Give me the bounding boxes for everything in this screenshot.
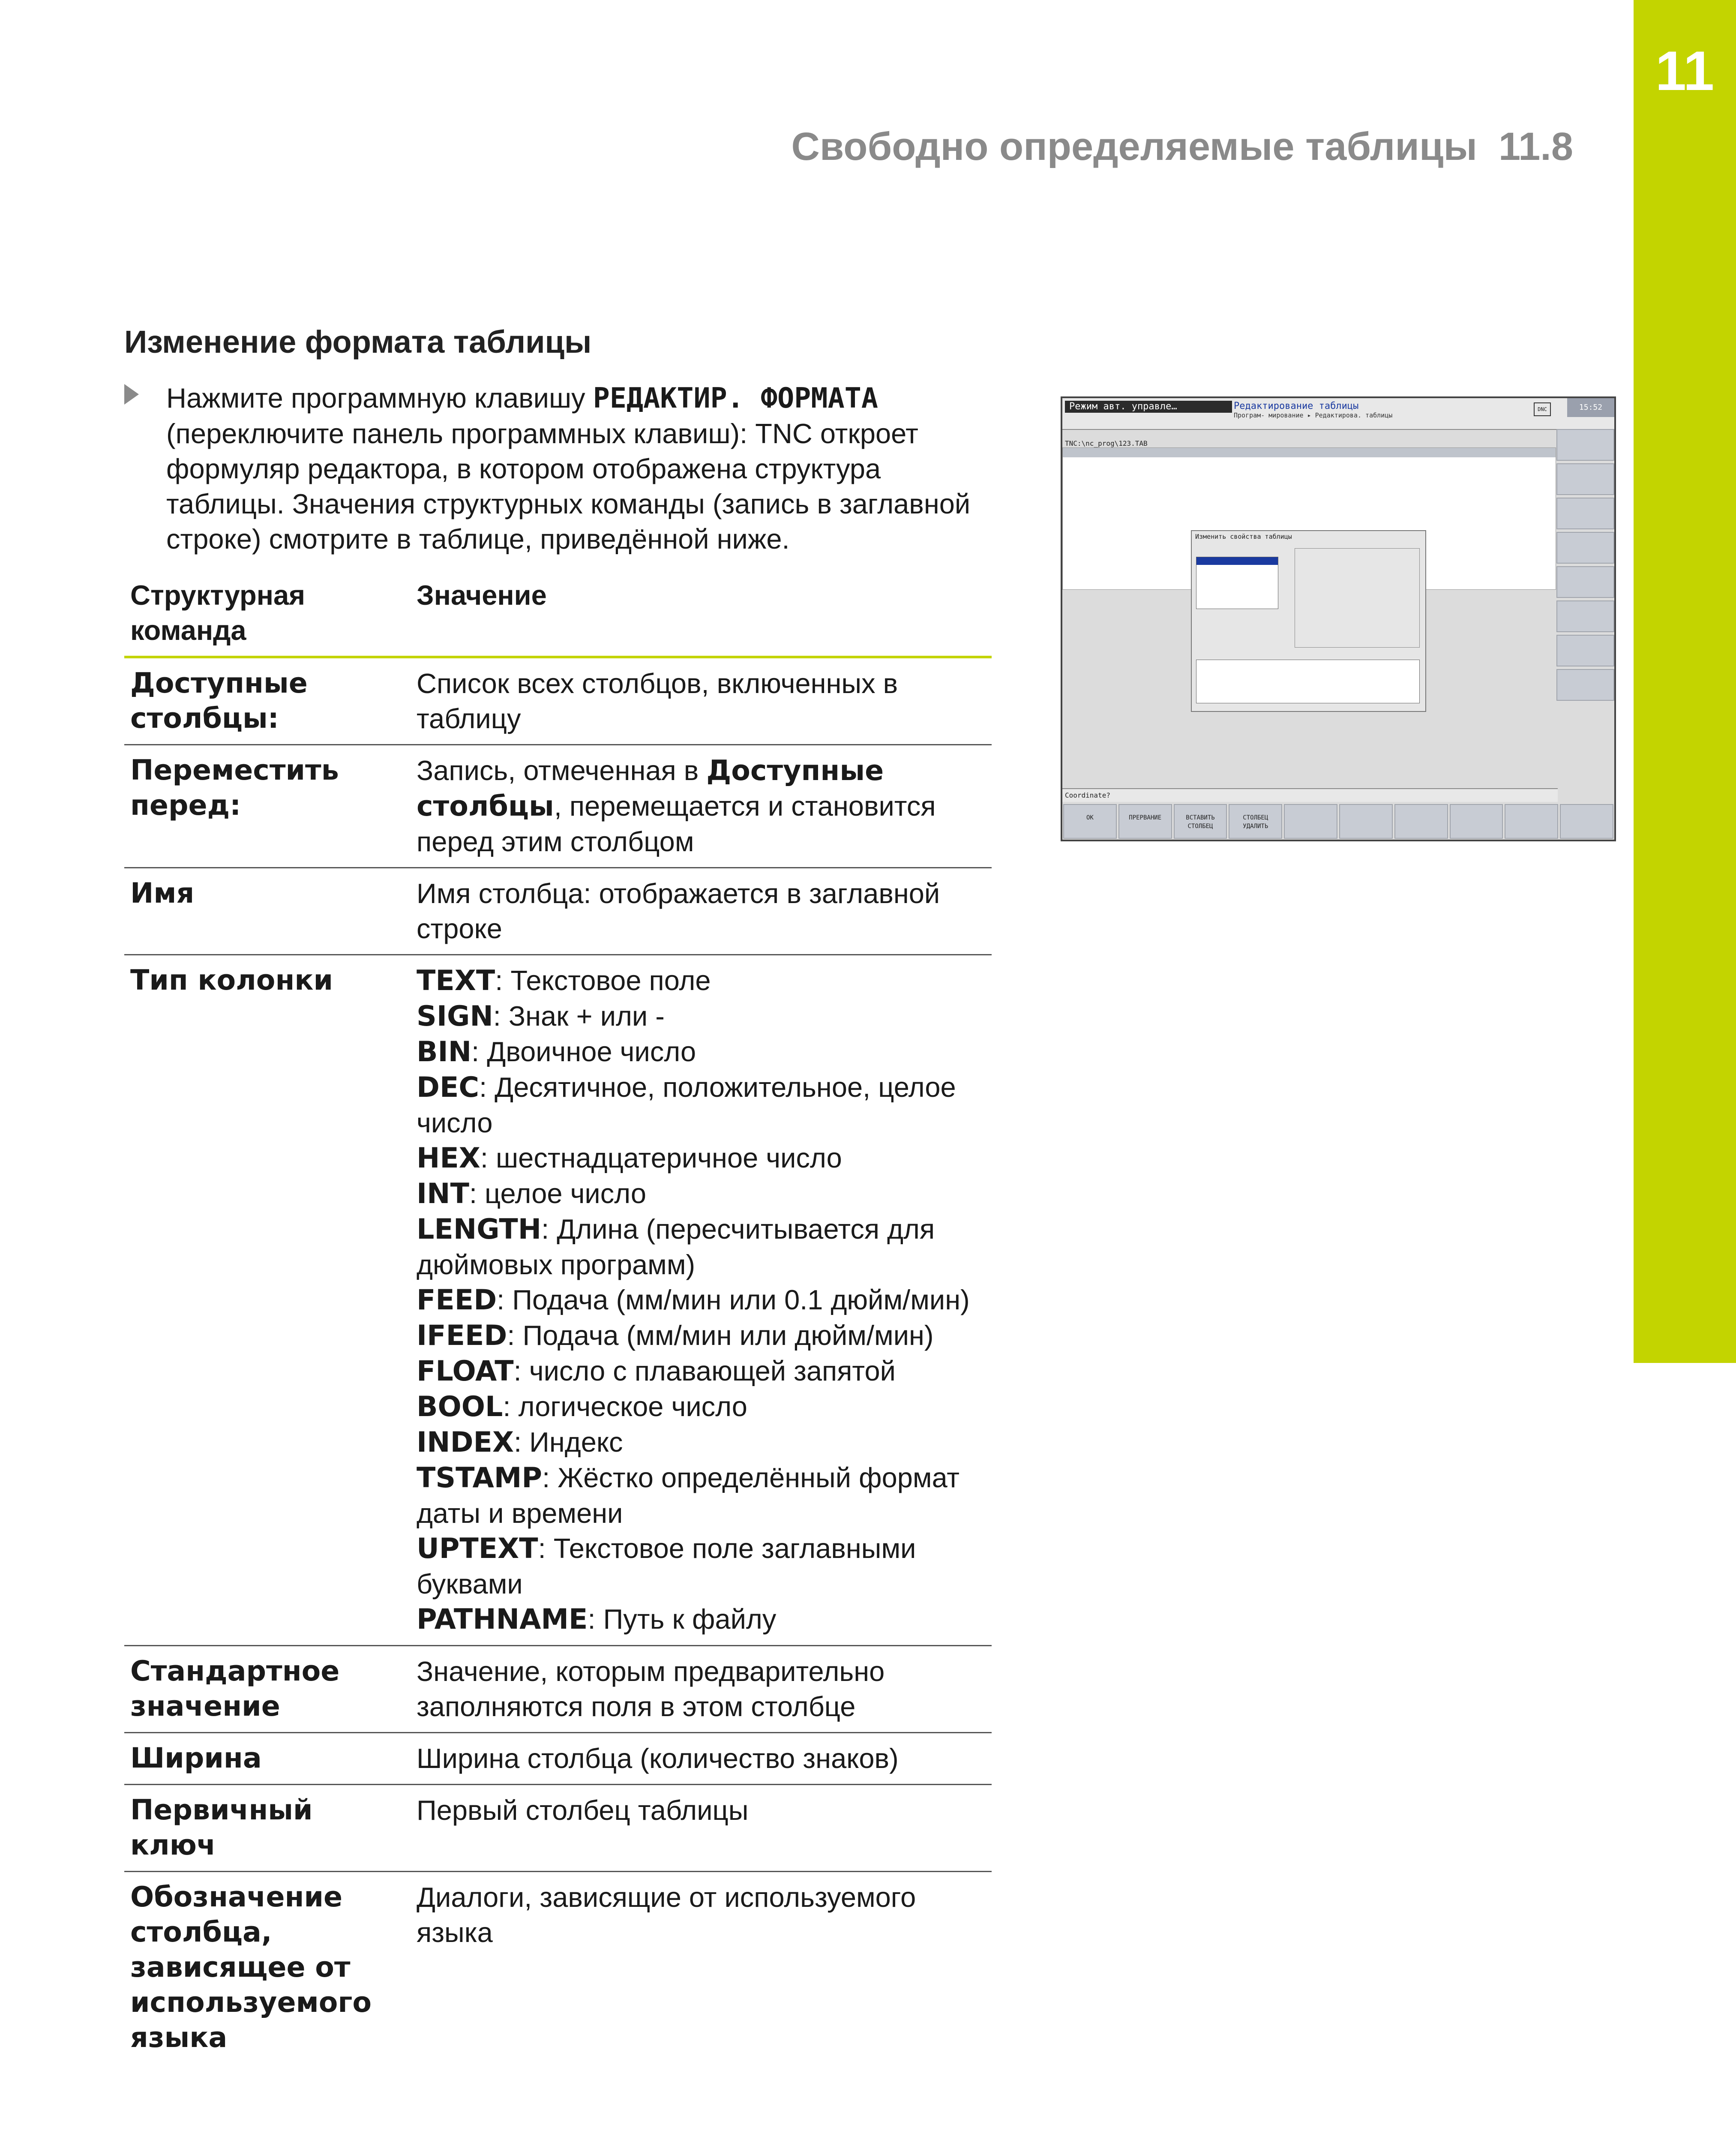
column-properties xyxy=(1295,548,1420,648)
chapter-number: 11 xyxy=(1655,39,1715,102)
type-entry: DEC: Десятичное, положительное, целое число xyxy=(417,1072,956,1138)
softkey-bar xyxy=(1062,803,1614,840)
softkey-empty[interactable] xyxy=(1450,804,1503,839)
row-desc: Имя столбца: отображается в заглавной строке xyxy=(411,868,992,955)
row-desc xyxy=(411,745,992,868)
machine-mode: Режим авт. управле… xyxy=(1065,401,1232,413)
softkey-name: РЕДАКТИР. ФОРМАТА xyxy=(593,382,878,414)
type-entry: TEXT: Текстовое поле xyxy=(417,965,711,997)
row-desc: Диалоги, зависящие от используемого языка xyxy=(417,1882,916,1948)
desc-bold: Доступные столбцы xyxy=(417,755,884,822)
type-entry: BOOL: логическое число xyxy=(417,1391,747,1423)
row-desc: Первый столбец таблицы xyxy=(411,1785,992,1872)
vertical-softkey[interactable] xyxy=(1556,429,1614,461)
desc-text: , перемещается и становится перед этим столбцом xyxy=(417,790,936,857)
language-names-list[interactable] xyxy=(1196,660,1420,703)
running-head-title: Свободно определяемые таблицы xyxy=(791,125,1478,168)
chapter-tab xyxy=(1634,0,1736,1363)
table-row xyxy=(124,657,992,745)
table-header: Значение xyxy=(411,570,992,657)
row-term: Ширина xyxy=(124,1733,411,1785)
row-desc: Значение, которым предварительно заполняются поля в этом столбце xyxy=(411,1646,992,1733)
running-head-section: 11.8 xyxy=(1499,125,1573,168)
type-entry: HEX: шестнадцатеричное число xyxy=(417,1142,842,1174)
softkey-ok[interactable]: OK xyxy=(1063,804,1117,839)
table-row xyxy=(124,1733,992,1785)
row-term: Стандартное значение xyxy=(124,1646,411,1733)
table-row xyxy=(124,868,992,955)
softkey-insert-column[interactable]: ВСТАВИТЬ СТОЛБЕЦ xyxy=(1174,804,1227,839)
instruction-step xyxy=(124,381,973,557)
table-row xyxy=(124,1646,992,1733)
row-desc: Список всех столбцов, включенных в таблицу xyxy=(411,657,992,745)
vertical-softkey[interactable] xyxy=(1556,669,1614,701)
type-entry: SIGN: Знак + или - xyxy=(417,1000,665,1032)
type-entry: INDEX: Индекс xyxy=(417,1426,623,1459)
softkey-cancel[interactable]: ПРЕРВАНИЕ xyxy=(1118,804,1172,839)
dialog-title: Изменить свойства таблицы xyxy=(1195,533,1292,540)
table-row xyxy=(124,1872,992,2064)
table-header: Структурная команда xyxy=(124,570,411,657)
structure-commands-table xyxy=(124,570,992,2063)
table-row xyxy=(124,955,992,1646)
softkey-empty[interactable] xyxy=(1339,804,1393,839)
vertical-softkey[interactable] xyxy=(1556,498,1614,529)
desc-text: Запись, отмеченная в xyxy=(417,755,707,786)
type-entry: INT: целое число xyxy=(417,1178,647,1210)
vertical-softkey[interactable] xyxy=(1556,566,1614,598)
dnc-icon: DNC xyxy=(1534,402,1551,416)
grid-header xyxy=(1063,448,1556,457)
row-desc: Ширина столбца (количество знаков) xyxy=(411,1733,992,1785)
row-term: Доступные столбцы: xyxy=(124,657,411,745)
table-header-row xyxy=(124,570,992,657)
vertical-softkey[interactable] xyxy=(1556,635,1614,666)
row-term: Обозначение столбца, зависящее от используемого языка xyxy=(130,1881,372,2054)
type-entry: IFEED: Подача (мм/мин или дюйм/мин) xyxy=(417,1320,934,1352)
selected-item xyxy=(1196,557,1278,565)
row-term: Тип колонки xyxy=(124,955,411,1646)
softkey-empty[interactable] xyxy=(1505,804,1558,839)
triangle-bullet-icon xyxy=(124,384,139,405)
vertical-softkey[interactable] xyxy=(1556,600,1614,632)
section-heading: Изменение формата таблицы xyxy=(124,324,592,360)
softkey-empty[interactable] xyxy=(1284,804,1337,839)
softkey-delete-column[interactable]: СТОЛБЕЦ УДАЛИТЬ xyxy=(1229,804,1282,839)
table-properties-dialog xyxy=(1191,530,1426,712)
vertical-softkey[interactable] xyxy=(1556,532,1614,564)
type-entry: LENGTH: Длина (пересчитывается для дюймовых программ) xyxy=(417,1213,935,1280)
type-entry: FLOAT: число с плавающей запятой xyxy=(417,1355,896,1387)
tnc-screenshot xyxy=(1061,396,1616,841)
row-term: Имя xyxy=(124,868,411,955)
type-entry: BIN: Двоичное число xyxy=(417,1036,696,1068)
row-term: Переместить перед: xyxy=(124,745,411,868)
clock: 15:52 xyxy=(1567,398,1614,417)
softkey-empty[interactable] xyxy=(1394,804,1448,839)
screen-header xyxy=(1062,398,1614,430)
table-row xyxy=(124,745,992,868)
running-head xyxy=(791,124,1573,169)
step-text-pre: Нажмите программную клавишу xyxy=(166,382,593,414)
available-columns-list[interactable] xyxy=(1196,557,1278,609)
status-line: Coordinate? xyxy=(1062,788,1558,802)
column-types-list xyxy=(411,955,992,1646)
table-row xyxy=(124,1785,992,1872)
type-entry: UPTEXT: Текстовое поле заглавными буквами xyxy=(417,1533,916,1600)
vertical-softkey[interactable] xyxy=(1556,463,1614,495)
type-entry: PATHNAME: Путь к файлу xyxy=(417,1603,777,1636)
type-entry: FEED: Подача (мм/мин или 0.1 дюйм/мин) xyxy=(417,1284,970,1316)
type-entry: TSTAMP: Жёстко определённый формат даты и времени xyxy=(417,1462,960,1529)
programming-mode xyxy=(1234,401,1491,425)
mode-subtitle: Програм- мирование ▸ Редактирова. таблицы xyxy=(1234,411,1393,419)
file-path: TNC:\nc_prog\123.TAB xyxy=(1065,439,1148,447)
softkey-empty[interactable] xyxy=(1560,804,1613,839)
mode-title: Редактирование таблицы xyxy=(1234,401,1359,411)
row-term: Первичный ключ xyxy=(124,1785,411,1872)
step-text-post: (переключите панель программных клавиш): TNC откроет формуляр редактора, в котором отображена структура таблицы. Значения структурных команды (запись в заглавной строке) смотрите в таблице, приведённой ниже. xyxy=(166,418,971,555)
vertical-softkeys xyxy=(1556,429,1614,806)
